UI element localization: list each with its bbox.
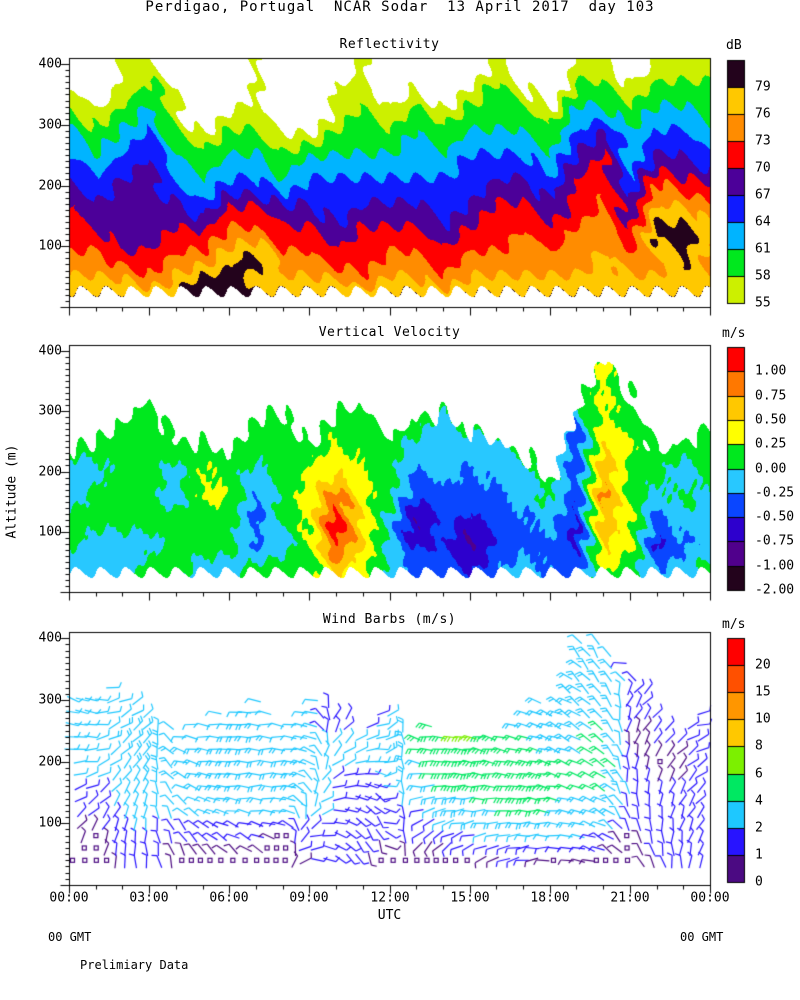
- figure-title: Perdigao, Portugal NCAR Sodar 13 April 2017 day 103: [145, 0, 655, 15]
- colorbar-0-label-0: 79: [755, 79, 771, 95]
- x-tick-label-0: 00:00: [49, 890, 89, 906]
- colorbar-0-label-3: 70: [755, 160, 771, 176]
- y-tick-label-400: 400: [38, 56, 62, 72]
- y-tick-label-100: 100: [38, 815, 62, 831]
- panel-title-wind-barbs: Wind Barbs (m/s): [322, 612, 457, 627]
- x-tick-label-8: 00:00: [690, 890, 730, 906]
- y-tick-label-300: 300: [38, 117, 62, 133]
- colorbar-2-label-5: 4: [755, 793, 763, 809]
- x-axis-label: UTC: [377, 908, 402, 923]
- y-tick-label-300: 300: [38, 692, 62, 708]
- y-tick-label-300: 300: [38, 403, 62, 419]
- y-tick-label-200: 200: [38, 464, 62, 480]
- x-tick-label-2: 06:00: [209, 890, 249, 906]
- colorbar-1-label-9: -2.00: [755, 582, 795, 598]
- colorbar-0-label-8: 55: [755, 295, 771, 311]
- gmt-label-left: 00 GMT: [48, 930, 92, 944]
- colorbar-1-label-3: 0.25: [755, 436, 787, 452]
- panel-title-reflectivity: Reflectivity: [339, 37, 440, 52]
- colorbar-1-label-8: -1.00: [755, 558, 795, 574]
- colorbar-units-ms-vv: m/s: [722, 326, 746, 341]
- colorbar-2-label-7: 1: [755, 847, 763, 863]
- y-tick-label-100: 100: [38, 524, 62, 540]
- colorbar-2-label-3: 8: [755, 738, 763, 754]
- gmt-label-right: 00 GMT: [680, 930, 724, 944]
- colorbar-1-label-4: 0.00: [755, 461, 787, 477]
- colorbar-1-label-5: -0.25: [755, 485, 795, 501]
- colorbar-units-ms-wind: m/s: [722, 617, 746, 632]
- colorbar-2-label-2: 10: [755, 711, 771, 727]
- y-tick-label-400: 400: [38, 343, 62, 359]
- preliminary-data-note: Prelimiary Data: [80, 958, 189, 972]
- colorbar-units-db: dB: [726, 38, 742, 53]
- panel-title-vertical-velocity: Vertical Velocity: [318, 325, 461, 340]
- y-tick-label-400: 400: [38, 630, 62, 646]
- colorbar-2-label-6: 2: [755, 820, 763, 836]
- x-tick-label-6: 18:00: [530, 890, 570, 906]
- colorbar-2-label-0: 20: [755, 657, 771, 673]
- y-tick-label-200: 200: [38, 754, 62, 770]
- colorbar-2-label-4: 6: [755, 766, 763, 782]
- colorbar-0-label-6: 61: [755, 241, 771, 257]
- colorbar-0-label-1: 76: [755, 106, 771, 122]
- colorbar-0-label-2: 73: [755, 133, 771, 149]
- x-tick-label-3: 09:00: [289, 890, 329, 906]
- colorbar-1-label-0: 1.00: [755, 363, 787, 379]
- y-tick-label-100: 100: [38, 238, 62, 254]
- y-tick-label-200: 200: [38, 178, 62, 194]
- colorbar-1-label-2: 0.50: [755, 412, 787, 428]
- colorbar-2-label-8: 0: [755, 874, 763, 890]
- x-tick-label-5: 15:00: [450, 890, 490, 906]
- x-tick-label-1: 03:00: [129, 890, 169, 906]
- colorbar-1-label-7: -0.75: [755, 533, 795, 549]
- colorbar-0-label-5: 64: [755, 214, 771, 230]
- colorbar-0-label-4: 67: [755, 187, 771, 203]
- x-tick-label-4: 12:00: [370, 890, 410, 906]
- colorbar-1-label-1: 0.75: [755, 388, 787, 404]
- colorbar-0-label-7: 58: [755, 268, 771, 284]
- y-axis-label: Altitude (m): [4, 444, 20, 539]
- x-tick-label-7: 21:00: [610, 890, 650, 906]
- colorbar-2-label-1: 15: [755, 684, 771, 700]
- colorbar-1-label-6: -0.50: [755, 509, 795, 525]
